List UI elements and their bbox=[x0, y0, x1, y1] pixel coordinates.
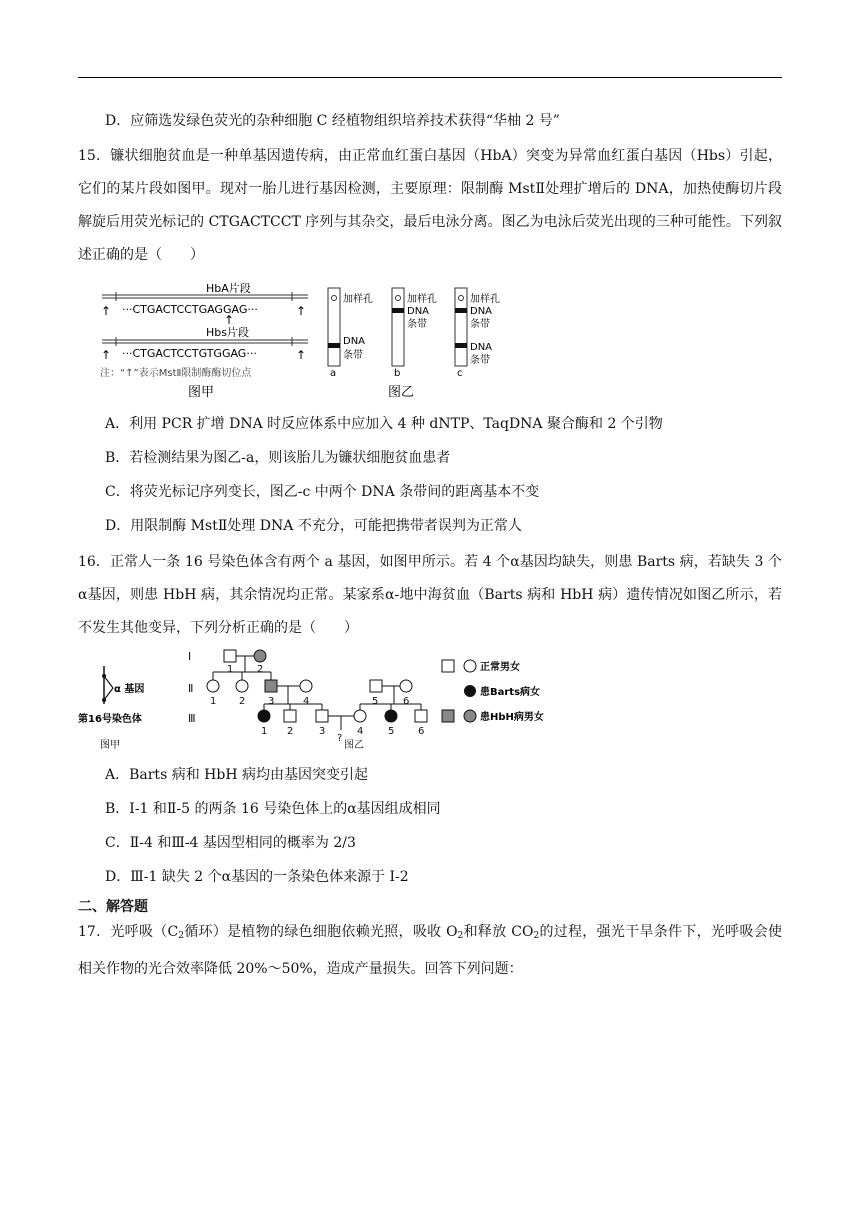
q14-option-d: D．应筛选发绿色荧光的杂种细胞 C 经植物组织培养技术获得“华柚 2 号” bbox=[105, 113, 560, 129]
fig-jia-caption: 图甲 bbox=[100, 740, 120, 751]
III-1-female-barts bbox=[258, 710, 270, 722]
svg-text:2: 2 bbox=[239, 696, 246, 707]
II-2-female-normal bbox=[236, 680, 248, 692]
lane-a-band-label: 条带 bbox=[343, 350, 363, 361]
fig-yi bbox=[328, 288, 500, 400]
svg-text:3: 3 bbox=[319, 726, 326, 737]
II-5-male-normal bbox=[370, 680, 382, 692]
svg-text:3: 3 bbox=[268, 696, 275, 707]
q15-option-c: C．将荧光标记序列变长，图乙-c 中两个 DNA 条带间的距离基本不变 bbox=[105, 484, 540, 500]
III-6-male-normal bbox=[415, 710, 427, 722]
pedigree bbox=[188, 650, 427, 751]
q17-stem: 17．光呼吸（$C_2$循环）是植物的绿色细胞依赖光照，吸收 $O_2$和释放 $CO_2$的过程，强光干旱条件下，光呼吸会使相关作物的光合效率降低 20%～50%，造成产量损失。回答下列问题： bbox=[78, 924, 783, 977]
II-4-female-normal bbox=[300, 680, 312, 692]
svg-text:5: 5 bbox=[372, 696, 379, 707]
hba-label: HbA片段 bbox=[206, 282, 251, 295]
hbs-arrow-left: ↑ bbox=[101, 348, 112, 362]
III-3-male-normal bbox=[316, 710, 328, 722]
lane-c-band-label-lower: 条带 bbox=[470, 355, 490, 366]
fig-yi-caption: 图乙 bbox=[344, 740, 364, 751]
question-mark: ? bbox=[337, 733, 343, 744]
q16-option-a: A．Barts 病和 HbH 病均由基因突变引起 bbox=[105, 767, 368, 783]
hbs-label: Hbs片段 bbox=[206, 326, 249, 339]
lane-b-label: b bbox=[394, 368, 401, 379]
hba-arrow-left: ↑ bbox=[101, 304, 112, 318]
pedigree-legend bbox=[442, 660, 544, 723]
svg-text:6: 6 bbox=[403, 696, 410, 707]
hba-arrow-mid: ↑ bbox=[224, 313, 235, 327]
q16-option-c: C．Ⅱ-4 和Ⅲ-4 基因型相同的概率为 2/3 bbox=[105, 835, 356, 851]
hba-sequence: ···CTGACTCCTGAGGAG··· bbox=[122, 303, 258, 316]
legend-barts: 患Barts病女 bbox=[480, 687, 541, 698]
svg-text:1: 1 bbox=[210, 696, 217, 707]
lane-b-dna-label: DNA bbox=[407, 306, 430, 317]
II-3-male-hbh bbox=[265, 680, 277, 692]
lane-b-band-label: 条带 bbox=[407, 319, 427, 330]
lane-a-well-label: 加样孔 bbox=[343, 294, 373, 305]
II-1-female-normal bbox=[207, 680, 219, 692]
III-2-male-normal bbox=[284, 710, 296, 722]
lane-c-well-label: 加样孔 bbox=[470, 294, 500, 305]
III-4-female-normal bbox=[354, 710, 366, 722]
legend-hbh: 患HbH病男女 bbox=[480, 712, 544, 723]
svg-text:2: 2 bbox=[257, 664, 264, 675]
lane-b-band bbox=[392, 308, 404, 313]
svg-text:1: 1 bbox=[261, 726, 268, 737]
q15-stem: 15．镰状细胞贫血是一种单基因遗传病，由正常血红蛋白基因（HbA）突变为异常血红蛋白基因（Hbs）引起，它们的某片段如图甲。现对一胎儿进行基因检测，主要原理：限制酶 MstⅡ处理扩增后的 DNA，加热使酶切片段解旋后用荧光标记的 CTGACTCCT 序列与其杂交，最后电泳分离。图乙为电泳后荧光出现的三种可能性。下列叙述正确的是（ ） bbox=[78, 148, 782, 263]
q15-option-b: B．若检测结果为图乙-a，则该胎儿为镰状细胞贫血患者 bbox=[105, 450, 451, 466]
lane-a-dna-label: DNA bbox=[343, 336, 366, 347]
hba-arrow-right: ↑ bbox=[296, 304, 307, 318]
lane-a-band bbox=[328, 343, 340, 348]
hbs-sequence: ···CTGACTCCTGTGGAG··· bbox=[122, 347, 257, 360]
gen-1-label: Ⅰ bbox=[188, 650, 192, 663]
chromosome-diagram bbox=[78, 666, 144, 751]
q16-stem: 16．正常人一条 16 号染色体含有两个 a 基因，如图甲所示。若 4 个α基因均缺失，则患 Barts 病，若缺失 3 个α基因，则患 HbH 病，其余情况均正常。某家系α-地中海贫血（Barts 病和 HbH 病）遗传情况如图乙所示，若不发生其他变异，下列分析正确的是（ ） bbox=[78, 554, 782, 636]
section-heading: 二、解答题 bbox=[78, 899, 148, 915]
lane-c-label: c bbox=[457, 368, 463, 379]
svg-text:2: 2 bbox=[287, 726, 294, 737]
lane-b-well-label: 加样孔 bbox=[407, 294, 437, 305]
hbs-arrow-right: ↑ bbox=[296, 348, 307, 362]
svg-text:6: 6 bbox=[418, 726, 425, 737]
I-2-female-hbh bbox=[254, 650, 266, 662]
fig-jia bbox=[100, 282, 308, 400]
svg-text:5: 5 bbox=[388, 726, 395, 737]
chromosome-label: 第16号染色体 bbox=[78, 714, 142, 725]
fig-note: 注：“↑”表示MstⅡ限制酶酶切位点 bbox=[100, 368, 252, 379]
svg-text:4: 4 bbox=[303, 696, 310, 707]
q15-option-a: A．利用 PCR 扩增 DNA 时反应体系中应加入 4 种 dNTP、TaqDNA 聚合酶和 2 个引物 bbox=[105, 416, 663, 432]
gen-3-label: Ⅲ bbox=[188, 712, 196, 725]
legend-normal: 正常男女 bbox=[480, 662, 520, 673]
I-1-male-normal bbox=[224, 650, 236, 662]
fig-yi-caption: 图乙 bbox=[388, 385, 415, 400]
alpha-gene-label: α 基因 bbox=[114, 684, 145, 695]
q16-option-d: D．Ⅲ-1 缺失 2 个α基因的一条染色体来源于 I-2 bbox=[105, 869, 409, 885]
II-6-female-normal bbox=[400, 680, 412, 692]
lane-c-band-upper bbox=[455, 308, 467, 313]
q16-figure bbox=[78, 644, 598, 756]
q15-option-d: D．用限制酶 MstⅡ处理 DNA 不充分，可能把携带者误判为正常人 bbox=[105, 518, 522, 534]
gen-2-label: Ⅱ bbox=[188, 682, 194, 695]
lane-c-dna-label-upper: DNA bbox=[470, 306, 493, 317]
svg-text:4: 4 bbox=[357, 726, 364, 737]
lane-c-dna-label-lower: DNA bbox=[470, 342, 493, 353]
q16-option-b: B．I-1 和Ⅱ-5 的两条 16 号染色体上的α基因组成相同 bbox=[105, 801, 441, 817]
q15-figure bbox=[96, 282, 516, 402]
header-rule bbox=[78, 77, 782, 78]
fig-jia-caption: 图甲 bbox=[188, 385, 215, 400]
III-5-female-barts bbox=[385, 710, 397, 722]
svg-text:1: 1 bbox=[227, 664, 234, 675]
lane-c-band-label-upper: 条带 bbox=[470, 319, 490, 330]
lane-c-band-lower bbox=[455, 343, 467, 348]
lane-a-label: a bbox=[330, 368, 337, 379]
